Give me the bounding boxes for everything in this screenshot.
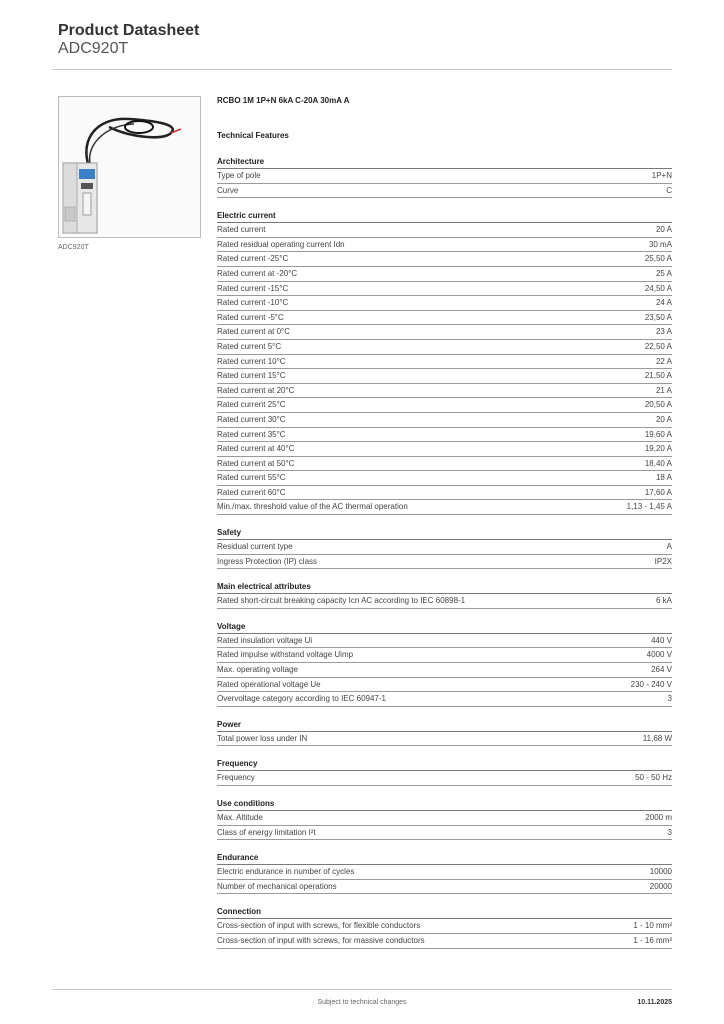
spec-label: Rated current at 40°C bbox=[217, 444, 295, 454]
spec-value: 1,13 - 1,45 A bbox=[626, 502, 672, 512]
spec-value: C bbox=[666, 185, 672, 195]
footer-date: 10.11.2025 bbox=[637, 999, 672, 1006]
spec-value: 20000 bbox=[649, 881, 672, 891]
section-title: Electric current bbox=[217, 209, 672, 223]
spec-row bbox=[217, 811, 672, 826]
section-title: Safety bbox=[217, 526, 672, 540]
spec-label: Rated current -15°C bbox=[217, 283, 289, 293]
spec-label: Curve bbox=[217, 185, 239, 195]
rcbo-device-icon bbox=[59, 97, 200, 237]
spec-row bbox=[217, 500, 672, 515]
spec-row bbox=[217, 919, 672, 934]
spec-value: 1 - 10 mm² bbox=[633, 921, 672, 931]
spec-label: Frequency bbox=[217, 773, 255, 783]
spec-row bbox=[217, 678, 672, 693]
feature-section bbox=[217, 718, 672, 747]
spec-label: Min./max. threshold value of the AC thermal operation bbox=[217, 502, 408, 512]
spec-value: 20 A bbox=[655, 414, 672, 424]
spec-row bbox=[217, 634, 672, 649]
spec-value: A bbox=[666, 542, 672, 552]
spec-row bbox=[217, 826, 672, 841]
spec-value: 1 - 16 mm² bbox=[633, 935, 672, 945]
spec-value: 23,50 A bbox=[644, 312, 672, 322]
feature-section bbox=[217, 851, 672, 894]
spec-row bbox=[217, 384, 672, 399]
spec-row bbox=[217, 663, 672, 678]
spec-value: 25 A bbox=[655, 268, 672, 278]
image-caption: ADC920T bbox=[58, 244, 89, 251]
spec-value: 24 A bbox=[655, 298, 672, 308]
product-name: RCBO 1M 1P+N 6kA C-20A 30mA A bbox=[217, 96, 350, 105]
spec-row bbox=[217, 311, 672, 326]
spec-value: 2000 m bbox=[645, 813, 672, 822]
spec-label: Electric endurance in number of cycles bbox=[217, 867, 355, 877]
spec-label: Type of pole bbox=[217, 171, 261, 180]
spec-value: 6 kA bbox=[655, 596, 672, 606]
spec-row bbox=[217, 771, 672, 786]
feature-sections bbox=[217, 155, 672, 949]
spec-label: Total power loss under IN bbox=[217, 733, 308, 743]
section-gap bbox=[217, 840, 672, 851]
spec-row bbox=[217, 369, 672, 384]
spec-row bbox=[217, 555, 672, 570]
spec-value: 10000 bbox=[649, 867, 672, 877]
spec-value: 22 A bbox=[655, 356, 672, 366]
spec-row bbox=[217, 238, 672, 253]
spec-row bbox=[217, 540, 672, 555]
spec-label: Number of mechanical operations bbox=[217, 881, 337, 891]
spec-row bbox=[217, 880, 672, 895]
header-divider bbox=[52, 69, 672, 70]
spec-row bbox=[217, 457, 672, 472]
spec-row bbox=[217, 184, 672, 199]
spec-row bbox=[217, 267, 672, 282]
spec-label: Rated current 35°C bbox=[217, 429, 286, 439]
spec-label: Rated insulation voltage Ui bbox=[217, 635, 313, 645]
spec-value: 4000 V bbox=[646, 650, 672, 660]
spec-label: Rated short-circuit breaking capacity Icn AC according to IEC 60898-1 bbox=[217, 596, 466, 606]
spec-value: 19,60 A bbox=[644, 429, 672, 439]
spec-value: 18 A bbox=[655, 473, 672, 483]
technical-features-heading: Technical Features bbox=[217, 131, 289, 140]
spec-row bbox=[217, 471, 672, 486]
datasheet-content bbox=[217, 96, 672, 949]
feature-section bbox=[217, 209, 672, 515]
spec-value: 3 bbox=[667, 827, 672, 837]
spec-row bbox=[217, 732, 672, 747]
spec-value: 20 A bbox=[655, 225, 672, 235]
spec-value: 30 mA bbox=[648, 239, 672, 249]
section-title: Power bbox=[217, 718, 672, 732]
spec-label: Rated operational voltage Ue bbox=[217, 679, 321, 689]
spec-row bbox=[217, 223, 672, 238]
spec-row bbox=[217, 865, 672, 880]
spec-row bbox=[217, 934, 672, 949]
section-gap bbox=[217, 609, 672, 620]
spec-value: 1P+N bbox=[651, 171, 672, 180]
spec-row bbox=[217, 325, 672, 340]
spec-row bbox=[217, 486, 672, 501]
spec-row bbox=[217, 169, 672, 184]
spec-row bbox=[217, 594, 672, 609]
spec-label: Class of energy limitation I²t bbox=[217, 827, 316, 837]
spec-value: 25,50 A bbox=[644, 254, 672, 264]
spec-label: Cross-section of input with screws, for massive conductors bbox=[217, 935, 425, 945]
feature-section bbox=[217, 526, 672, 569]
spec-label: Rated current 15°C bbox=[217, 371, 286, 381]
spec-label: Residual current type bbox=[217, 542, 293, 552]
feature-section bbox=[217, 620, 672, 707]
spec-row bbox=[217, 428, 672, 443]
spec-label: Cross-section of input with screws, for flexible conductors bbox=[217, 921, 421, 931]
product-image bbox=[58, 96, 201, 238]
spec-label: Rated current bbox=[217, 225, 266, 235]
section-title: Connection bbox=[217, 905, 672, 919]
spec-value: 19,20 A bbox=[644, 444, 672, 454]
spec-value: 17,60 A bbox=[644, 487, 672, 497]
feature-section bbox=[217, 155, 672, 198]
feature-section bbox=[217, 580, 672, 609]
spec-label: Rated current 55°C bbox=[217, 473, 286, 483]
spec-row bbox=[217, 282, 672, 297]
spec-value: 50 - 50 Hz bbox=[635, 773, 672, 783]
section-title: Use conditions bbox=[217, 797, 672, 811]
spec-row bbox=[217, 340, 672, 355]
spec-value: 18,40 A bbox=[644, 458, 672, 468]
feature-section bbox=[217, 797, 672, 840]
spec-label: Rated current -5°C bbox=[217, 312, 284, 322]
spec-value: 264 V bbox=[651, 665, 672, 675]
page-title: Product Datasheet bbox=[58, 22, 200, 39]
section-title: Voltage bbox=[217, 620, 672, 634]
footer-divider bbox=[52, 989, 672, 990]
section-title: Endurance bbox=[217, 851, 672, 865]
spec-label: Rated impulse withstand voltage Uimp bbox=[217, 650, 354, 660]
spec-value: 20,50 A bbox=[644, 400, 672, 410]
spec-label: Max. Altitude bbox=[217, 813, 263, 822]
feature-section bbox=[217, 757, 672, 786]
spec-row bbox=[217, 296, 672, 311]
spec-row bbox=[217, 355, 672, 370]
spec-value: 22,50 A bbox=[644, 341, 672, 351]
spec-row bbox=[217, 648, 672, 663]
spec-value: 21,50 A bbox=[644, 371, 672, 381]
section-gap bbox=[217, 746, 672, 757]
section-gap bbox=[217, 894, 672, 905]
spec-label: Rated current 25°C bbox=[217, 400, 286, 410]
spec-row bbox=[217, 413, 672, 428]
spec-label: Rated current at 0°C bbox=[217, 327, 291, 337]
spec-row bbox=[217, 692, 672, 707]
spec-row bbox=[217, 398, 672, 413]
spec-value: 440 V bbox=[651, 635, 672, 645]
spec-label: Rated current 60°C bbox=[217, 487, 286, 497]
spec-label: Rated current at 20°C bbox=[217, 385, 295, 395]
spec-label: Rated current 10°C bbox=[217, 356, 286, 366]
feature-section bbox=[217, 905, 672, 948]
spec-row bbox=[217, 252, 672, 267]
spec-label: Rated current at -20°C bbox=[217, 268, 298, 278]
section-title: Architecture bbox=[217, 155, 672, 169]
spec-value: 230 - 240 V bbox=[630, 679, 672, 689]
spec-label: Rated current 5°C bbox=[217, 341, 282, 351]
spec-value: 24,50 A bbox=[644, 283, 672, 293]
spec-value: IP2X bbox=[654, 556, 672, 566]
spec-label: Max. operating voltage bbox=[217, 665, 298, 675]
product-code: ADC920T bbox=[58, 40, 129, 57]
spec-value: 3 bbox=[667, 694, 672, 704]
section-gap bbox=[217, 198, 672, 209]
section-gap bbox=[217, 707, 672, 718]
spec-label: Rated residual operating current Idn bbox=[217, 239, 345, 249]
section-gap bbox=[217, 569, 672, 580]
spec-value: 11,68 W bbox=[642, 733, 672, 743]
section-title: Main electrical attributes bbox=[217, 580, 672, 594]
spec-row bbox=[217, 442, 672, 457]
spec-label: Ingress Protection (IP) class bbox=[217, 556, 318, 566]
spec-label: Rated current -25°C bbox=[217, 254, 289, 264]
spec-label: Overvoltage category according to IEC 60947-1 bbox=[217, 694, 386, 704]
footer-note: Subject to technical changes bbox=[317, 999, 407, 1006]
spec-label: Rated current -10°C bbox=[217, 298, 289, 308]
spec-label: Rated current at 50°C bbox=[217, 458, 295, 468]
spec-value: 21 A bbox=[655, 385, 672, 395]
spec-value: 23 A bbox=[655, 327, 672, 337]
section-gap bbox=[217, 515, 672, 526]
section-gap bbox=[217, 786, 672, 797]
section-title: Frequency bbox=[217, 757, 672, 771]
spec-label: Rated current 30°C bbox=[217, 414, 286, 424]
